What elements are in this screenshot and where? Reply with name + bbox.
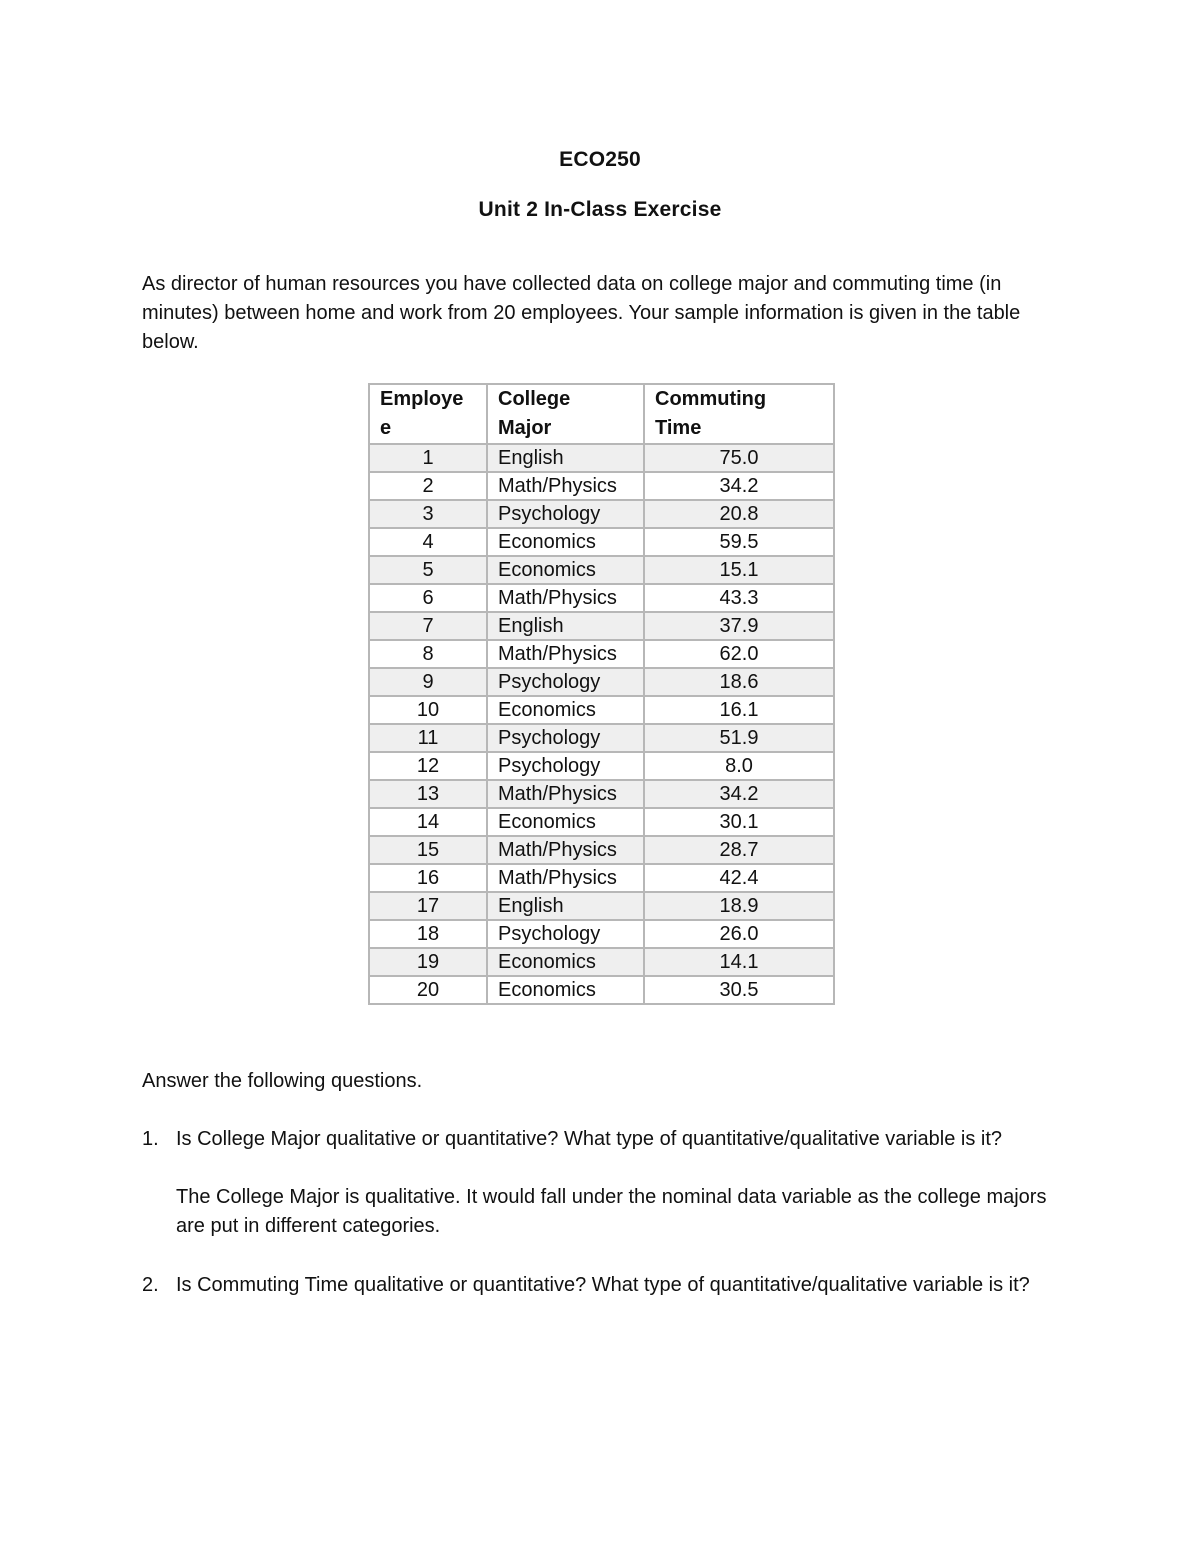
page-title: Unit 2 In-Class Exercise (478, 198, 722, 221)
major-cell: Economics (487, 808, 644, 836)
employee-cell: 12 (369, 752, 487, 780)
employee-cell: 14 (369, 808, 487, 836)
answer-lead: Answer the following questions. (142, 1070, 423, 1092)
major-cell: Math/Physics (487, 640, 644, 668)
employee-cell: 2 (369, 472, 487, 500)
time-cell: 20.8 (644, 500, 834, 528)
answer-text: The College Major is qualitative. It would fall under the nominal data variable as the college majors are put in different categories. (176, 1186, 1047, 1238)
course-code: ECO250 (559, 148, 641, 171)
table-row (369, 948, 834, 976)
time-cell: 43.3 (644, 584, 834, 612)
employee-cell: 13 (369, 780, 487, 808)
major-cell: Math/Physics (487, 584, 644, 612)
question-item (142, 1271, 1062, 1300)
time-cell: 18.9 (644, 892, 834, 920)
table-row (369, 472, 834, 500)
table-row (369, 920, 834, 948)
employee-cell: 15 (369, 836, 487, 864)
major-cell: Math/Physics (487, 472, 644, 500)
table-row (369, 640, 834, 668)
table-row (369, 668, 834, 696)
question-item (142, 1125, 1062, 1242)
table-row (369, 556, 834, 584)
major-cell: Economics (487, 948, 644, 976)
table-row (369, 752, 834, 780)
time-cell: 51.9 (644, 724, 834, 752)
time-cell: 26.0 (644, 920, 834, 948)
employee-cell: 19 (369, 948, 487, 976)
time-cell: 30.1 (644, 808, 834, 836)
major-cell: Math/Physics (487, 780, 644, 808)
major-cell: Psychology (487, 668, 644, 696)
time-cell: 59.5 (644, 528, 834, 556)
question-list (142, 1125, 1062, 1300)
major-cell: Math/Physics (487, 836, 644, 864)
major-cell: Economics (487, 556, 644, 584)
major-cell: Economics (487, 696, 644, 724)
major-cell: Psychology (487, 724, 644, 752)
table-row (369, 584, 834, 612)
table-row (369, 528, 834, 556)
table-header-row (369, 384, 834, 444)
time-cell: 30.5 (644, 976, 834, 1004)
major-cell: Economics (487, 528, 644, 556)
major-cell: Psychology (487, 500, 644, 528)
table-row (369, 444, 834, 472)
table-row (369, 976, 834, 1004)
employee-cell: 5 (369, 556, 487, 584)
header-employee: Employe e (369, 384, 487, 444)
major-cell: English (487, 444, 644, 472)
employee-cell: 8 (369, 640, 487, 668)
time-cell: 14.1 (644, 948, 834, 976)
table-row (369, 612, 834, 640)
employee-cell: 17 (369, 892, 487, 920)
employee-cell: 11 (369, 724, 487, 752)
employee-cell: 1 (369, 444, 487, 472)
employee-cell: 3 (369, 500, 487, 528)
time-cell: 37.9 (644, 612, 834, 640)
time-cell: 42.4 (644, 864, 834, 892)
major-cell: English (487, 892, 644, 920)
major-cell: Psychology (487, 752, 644, 780)
employee-cell: 7 (369, 612, 487, 640)
header-commuting-time: Commuting Time (644, 384, 834, 444)
major-cell: Math/Physics (487, 864, 644, 892)
header-college-major: College Major (487, 384, 644, 444)
time-cell: 34.2 (644, 780, 834, 808)
time-cell: 75.0 (644, 444, 834, 472)
question-text: Is Commuting Time qualitative or quantitative? What type of quantitative/qualitative variable is it? (176, 1273, 1030, 1296)
employee-cell: 16 (369, 864, 487, 892)
employee-cell: 18 (369, 920, 487, 948)
question-number: 2. (142, 1273, 159, 1296)
question-number: 1. (142, 1128, 159, 1150)
time-cell: 62.0 (644, 640, 834, 668)
table-row (369, 892, 834, 920)
table-row (369, 724, 834, 752)
employee-cell: 20 (369, 976, 487, 1004)
employee-cell: 9 (369, 668, 487, 696)
question-text: Is College Major qualitative or quantitative? What type of quantitative/qualitative variable is it? (176, 1128, 1003, 1150)
table-row (369, 836, 834, 864)
table-row (369, 808, 834, 836)
major-cell: Psychology (487, 920, 644, 948)
time-cell: 28.7 (644, 836, 834, 864)
table-body (369, 444, 834, 1004)
major-cell: English (487, 612, 644, 640)
employee-cell: 10 (369, 696, 487, 724)
time-cell: 15.1 (644, 556, 834, 584)
intro-paragraph: As director of human resources you have collected data on college major and commuting time (in minutes) between home and work from 20 employees. Your sample information is given in the table below. (142, 273, 1021, 354)
employee-cell: 4 (369, 528, 487, 556)
table-row (369, 500, 834, 528)
major-cell: Economics (487, 976, 644, 1004)
time-cell: 16.1 (644, 696, 834, 724)
time-cell: 18.6 (644, 668, 834, 696)
table-row (369, 780, 834, 808)
employee-cell: 6 (369, 584, 487, 612)
data-table (368, 383, 835, 1005)
time-cell: 8.0 (644, 752, 834, 780)
time-cell: 34.2 (644, 472, 834, 500)
table-row (369, 696, 834, 724)
table-row (369, 864, 834, 892)
